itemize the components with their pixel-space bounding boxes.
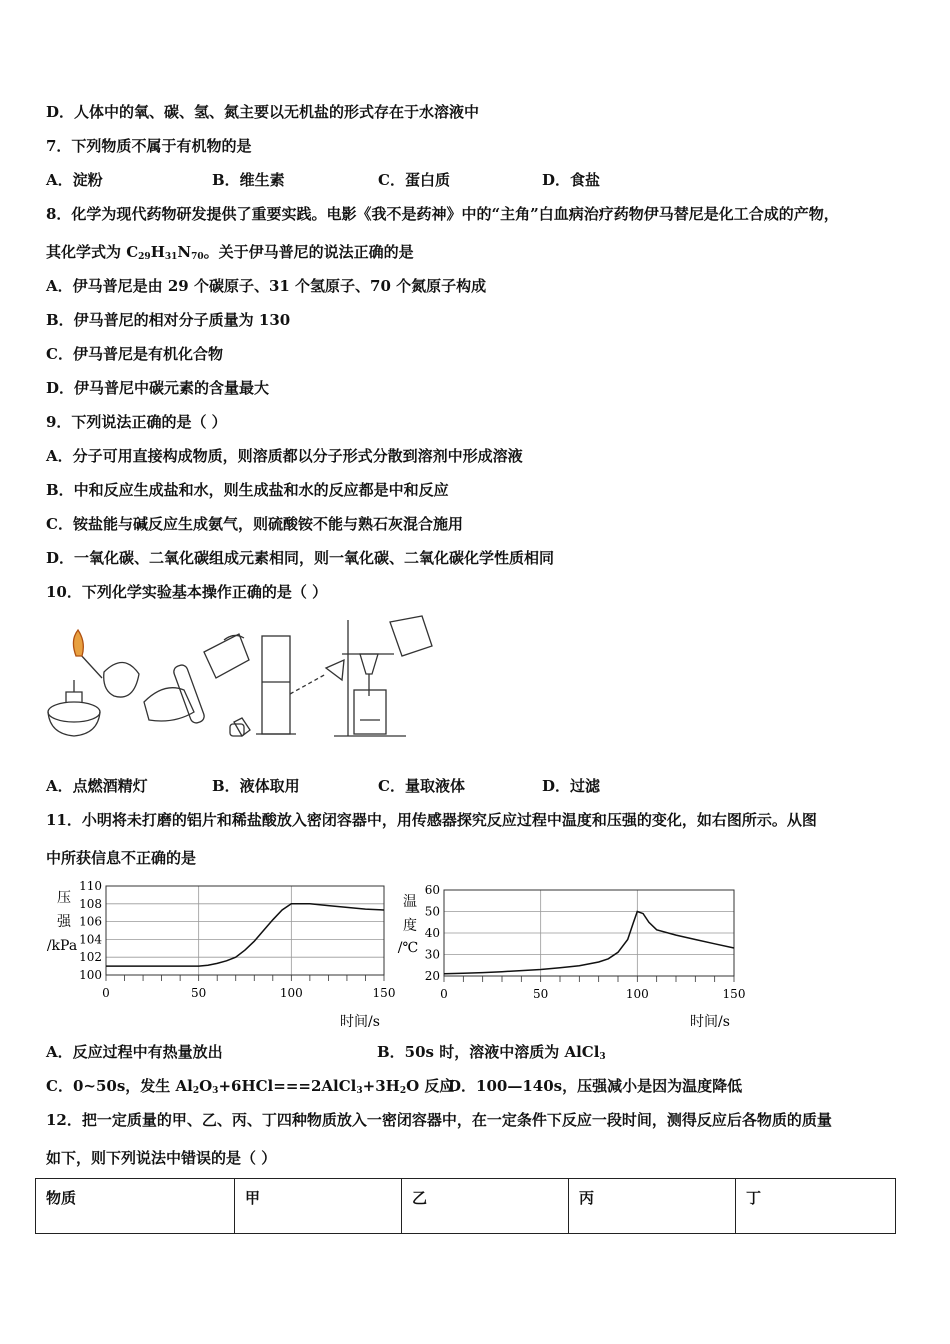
temperature-series-line — [444, 912, 734, 974]
q7-option-b: B．维生素 — [212, 171, 285, 189]
temperature-ylabel-2: 度 — [403, 918, 417, 934]
pressure-series-line — [106, 904, 384, 966]
temperature-xtick-label: 0 — [440, 987, 448, 1001]
q10-option-c: C．量取液体 — [378, 777, 465, 795]
q12-data-table — [35, 1178, 896, 1234]
pressure-ytick-label: 106 — [79, 914, 102, 929]
q8-option-a: A．伊马普尼是由 29 个碳原子、31 个氢原子、70 个氮原子构成 — [46, 277, 487, 295]
pressure-xtick-label: 0 — [102, 986, 110, 1000]
q11-stem-line2: 中所获信息不正确的是 — [46, 849, 197, 867]
q10-option-b: B．液体取用 — [212, 777, 300, 795]
pressure-ytick-label: 110 — [79, 879, 102, 893]
q9-option-c: C．铵盐能与碱反应生成氨气，则硫酸铵不能与熟石灰混合施用 — [46, 515, 463, 533]
table-cell: 丁 — [736, 1179, 896, 1234]
temperature-ylabel-3: /℃ — [397, 940, 419, 956]
pressure-xtick-label: 100 — [279, 986, 303, 1000]
q9-stem: 9．下列说法正确的是（ ） — [46, 413, 227, 431]
table-cell: 甲 — [235, 1179, 402, 1234]
temperature-xlabel: 时间/s — [690, 1014, 730, 1030]
q11-option-b: B．50s 时，溶液中溶质为 AlCl$_3$ — [377, 1043, 606, 1062]
pressure-chart — [40, 876, 410, 1034]
temperature-xtick-label: 100 — [625, 987, 649, 1001]
q8-option-d: D．伊马普尼中碳元素的含量最大 — [46, 379, 270, 397]
q10-option-a: A．点燃酒精灯 — [46, 777, 148, 795]
table-cell: 乙 — [402, 1179, 569, 1234]
temperature-xtick-label: 150 — [722, 987, 746, 1001]
pressure-ylabel-2: 强 — [57, 914, 71, 930]
temperature-ytick-label: 20 — [424, 969, 440, 983]
q7-option-a: A．淀粉 — [46, 171, 103, 189]
alcohol-lamp-lighting-illustration — [48, 630, 139, 736]
q11-option-a: A．反应过程中有热量放出 — [46, 1043, 223, 1061]
q10-option-d: D．过滤 — [542, 777, 601, 795]
q8-option-b: B．伊马普尼的相对分子质量为 130 — [46, 311, 291, 329]
q9-option-d: D．一氧化碳、二氧化碳组成元素相同，则一氧化碳、二氧化碳化学性质相同 — [46, 549, 555, 567]
q12-stem-line1: 12．把一定质量的甲、乙、丙、丁四种物质放入一密闭容器中，在一定条件下反应一段时间，测得反应后各物质的质量 — [46, 1111, 832, 1129]
table-cell: 丙 — [569, 1179, 736, 1234]
lab-operations-figure — [44, 612, 444, 747]
filtration-illustration — [334, 616, 432, 736]
table-cell: 物质 — [36, 1179, 235, 1234]
q7-option-c: C．蛋白质 — [378, 171, 450, 189]
q11-option-d: D．100—140s，压强减小是因为温度降低 — [448, 1077, 743, 1095]
temperature-ylabel-1: 温 — [403, 894, 417, 910]
liquid-pouring-illustration — [144, 634, 250, 736]
pressure-ytick-label: 100 — [79, 968, 102, 982]
temperature-ytick-label: 40 — [424, 926, 440, 940]
temperature-ytick-label: 30 — [424, 947, 440, 962]
q7-option-d: D．食盐 — [542, 171, 601, 189]
temperature-ytick-label: 60 — [424, 883, 440, 897]
pressure-xlabel: 时间/s — [340, 1014, 380, 1030]
temperature-xtick-label: 50 — [533, 987, 549, 1001]
q8-stem-line2: 其化学式为 $C_{29}H_{31}N_{70}$。关于伊马普尼的说法正确的是 — [46, 243, 414, 262]
graduated-cylinder-illustration — [230, 636, 344, 736]
q7-stem: 7．下列物质不属于有机物的是 — [46, 137, 252, 155]
pressure-xtick-label: 50 — [191, 986, 207, 1000]
pressure-xtick-label: 150 — [372, 986, 396, 1000]
q11-stem-line1: 11．小明将未打磨的铝片和稀盐酸放入密闭容器中，用传感器探究反应过程中温度和压强的变化，如右图所示。从图 — [46, 811, 817, 829]
q9-option-a: A．分子可用直接构成物质，则溶质都以分子形式分散到溶剂中形成溶液 — [46, 447, 523, 465]
pressure-plot-frame — [106, 886, 384, 975]
q9-option-b: B．中和反应生成盐和水，则生成盐和水的反应都是中和反应 — [46, 481, 449, 499]
pressure-ylabel-1: 压 — [57, 890, 71, 906]
q11-option-c: C．0~50s，发生 $Al_2O_3+6HCl===2AlCl_3+3H_2O$ 反应 — [46, 1077, 455, 1096]
q12-stem-line2: 如下，则下列说法中错误的是（ ） — [46, 1149, 277, 1167]
pressure-ylabel-3: /kPa — [46, 938, 78, 954]
table-row — [36, 1179, 896, 1234]
q8-option-c: C．伊马普尼是有机化合物 — [46, 345, 223, 363]
pressure-ytick-label: 104 — [79, 932, 102, 947]
temperature-ytick-label: 50 — [424, 904, 440, 919]
q6-option-d: D．人体中的氧、碳、氢、氮主要以无机盐的形式存在于水溶液中 — [46, 103, 480, 121]
temperature-chart — [388, 876, 758, 1034]
pressure-ytick-label: 102 — [79, 950, 102, 965]
pressure-ytick-label: 108 — [79, 896, 102, 911]
q8-stem-line1: 8．化学为现代药物研发提供了重要实践。电影《我不是药神》中的“主角”白血病治疗药物伊马替尼是化工合成的产物， — [46, 205, 839, 223]
q10-stem: 10．下列化学实验基本操作正确的是（ ） — [46, 583, 328, 601]
